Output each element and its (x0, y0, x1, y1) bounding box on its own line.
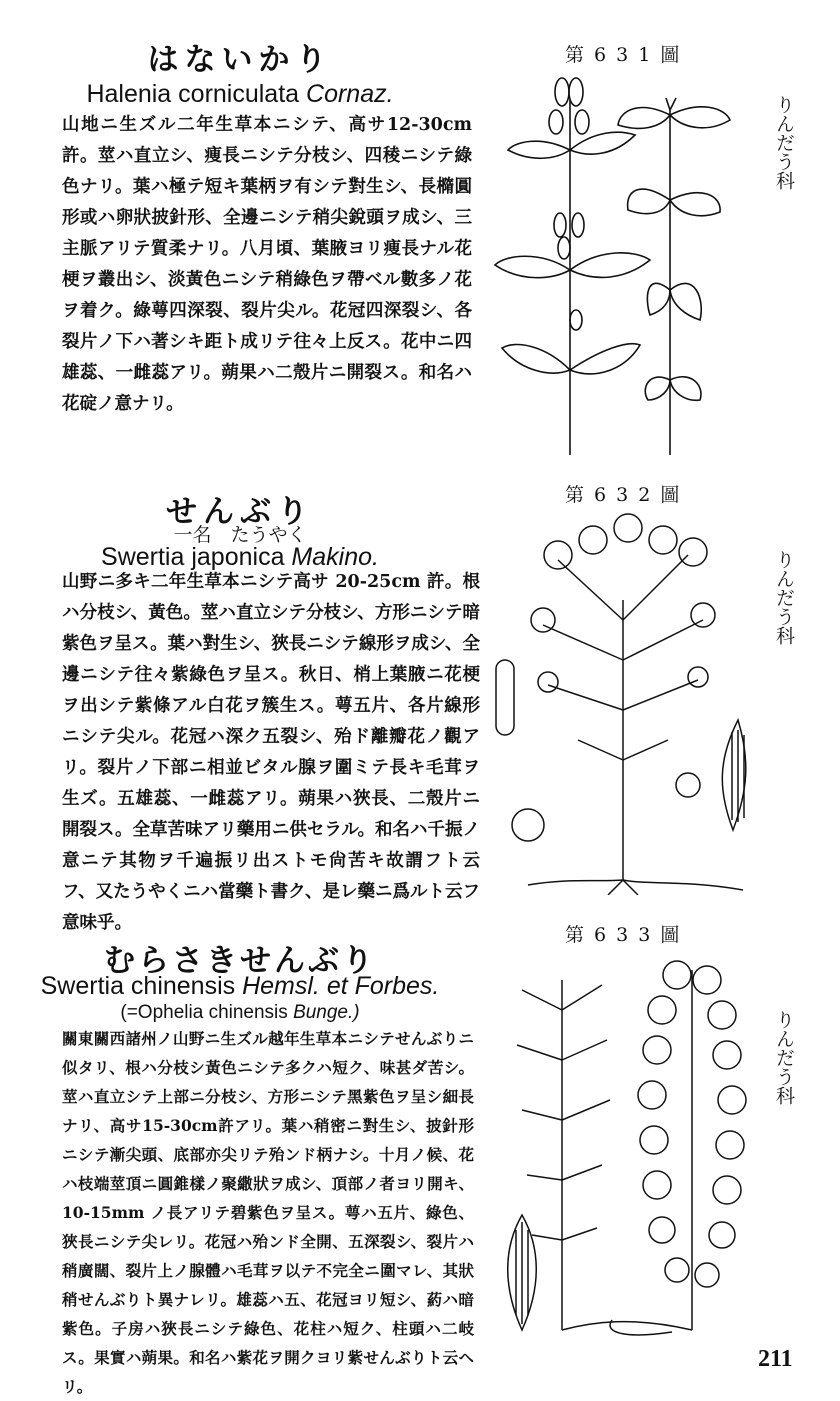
synonym (0, 1002, 480, 1024)
synonym-author: Bunge.) (293, 1002, 360, 1023)
scientific-name (0, 80, 480, 109)
plant-illustration (492, 950, 762, 1340)
species-name: Swertia japonica (101, 543, 285, 571)
entry-description: 關東關西諸州ノ山野ニ生ズル越年生草本ニシテせんぶりニ似タリ、根ハ分枝シ黃色ニシテ多クハ短ク、味甚ダ苦シ。莖ハ直立シテ上部ニ分枝シ、方形ニシテ黑紫色ヲ呈シ細長ナリ、高サ15-30cm許アリ。葉ハ稍密ニ對生シ、披針形ニシテ漸尖頭、底部亦尖リテ殆ンド柄ナシ。十月ノ候、花ハ枝端莖頂ニ圓錐樣ノ聚繖狀ヲ成シ、頂部ノ者ヨリ開キ、10-15mm ノ長アリテ碧紫色ヲ呈ス。萼ハ五片、綠色、狹長ニシテ尖レリ。花冠ハ殆ンド全開、五深裂シ、裂片ハ稍廣闊、裂片上ノ腺體ハ毛茸ヲ以テ不完全ニ圍マレ、其狀稍せんぶりト異ナレリ。雄蕊ハ五、花冠ヨリ短シ、葯ハ暗紫色。子房ハ狹長ニシテ綠色、花柱ハ短ク、柱頭ハ二岐ス。果實ハ蒴果。和名ハ紫花ヲ開クヨリ紫せんぶりト云ヘリ。 (62, 1029, 474, 1396)
plant-illustration (488, 510, 758, 895)
species-author: Cornaz. (306, 80, 394, 108)
figure-number: 第 6 3 2 圖 (565, 484, 682, 506)
entry-title: はないかり (147, 42, 333, 78)
species-name: Swertia chinensis (40, 972, 236, 1000)
species-author: Makino. (291, 543, 379, 571)
scientific-name (0, 972, 480, 1001)
plant-illustration (490, 70, 740, 465)
synonym-name: (=Ophelia chinensis (120, 1002, 288, 1023)
species-name: Halenia corniculata (86, 80, 300, 108)
family-label: りんだう科 (773, 550, 795, 645)
entry-description: 山野ニ多キ二年生草本ニシテ高サ 20-25cm 許。根ハ分枝シ、黃色。莖ハ直立シテ分枝シ、方形ニシテ暗紫色ヲ呈ス。葉ハ對生シ、狹長ニシテ線形ヲ成シ、全邊ニシテ往々紫綠色ヲ呈ス。秋日、梢上葉腋ニ花梗ヲ出シテ紫條アル白花ヲ簇生ス。萼五片、各片線形ニシテ尖ル。花冠ハ深ク五裂シ、殆ド離瓣花ノ觀アリ。裂片ノ下部ニ相並ビタル腺ヲ圍ミテ長キ毛茸ヲ生ズ。五雄蕊、一雌蕊アリ。蒴果ハ狹長、二殼片ニ開裂ス。全草苦味アリ藥用ニ供セラル。和名ハ千振ノ意ニテ其物ヲ千遍振リ出ストモ尙苦キ故謂フト云フ、又たうやくニハ當藥ト書ク、是レ藥ニ爲ルト云フ意味乎。 (62, 572, 480, 933)
entry-title: むらさきせんぶり (104, 943, 376, 979)
alternate-name: 一名 たうやく (173, 524, 307, 546)
entry-description: 山地ニ生ズル二年生草本ニシテ、高サ12-30cm 許。莖ハ直立シ、痩長ニシテ分枝シ、四稜ニシテ綠色ナリ。葉ハ極テ短キ葉柄ヲ有シテ對生シ、長橢圓形或ハ卵狀披針形、全邊ニシテ稍尖銳頭ヲ成シ、三主脈アリテ質柔ナリ。八月頃、葉腋ヨリ痩長ナル花梗ヲ叢出シ、淡黃色ニシテ稍綠色ヲ帶ベル數多ノ花ヲ着ク。綠萼四深裂、裂片尖ル。花冠四深裂シ、各裂片ノ下ハ著シキ距ト成リテ往々上反ス。花中ニ四雄蕊、一雌蕊アリ。蒴果ハ二殼片ニ開裂ス。和名ハ花碇ノ意ナリ。 (62, 115, 472, 414)
figure-number: 第 6 3 3 圖 (565, 924, 682, 946)
page-number: 211 (758, 1346, 793, 1372)
species-author: Hemsl. et Forbes. (242, 972, 440, 1000)
figure-number: 第 6 3 1 圖 (565, 44, 682, 66)
family-label: りんだう科 (773, 1010, 795, 1105)
entry-title: せんぶり (166, 494, 314, 530)
family-label: りんだう科 (773, 95, 795, 190)
